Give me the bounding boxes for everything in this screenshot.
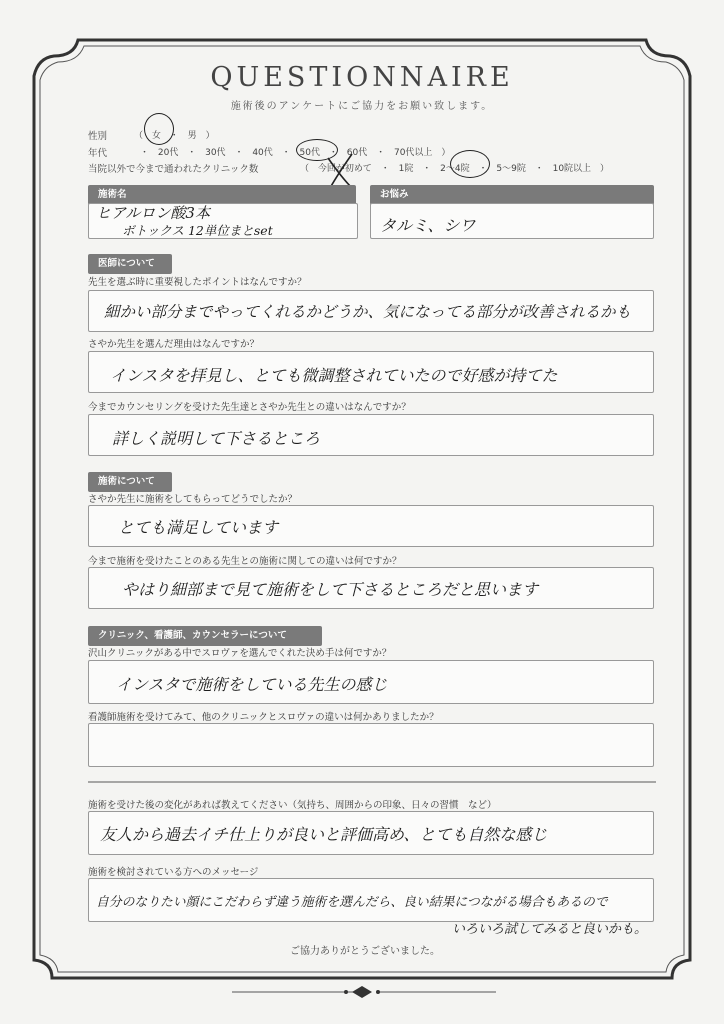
doctor-question-3: 今までカウンセリングを受けた先生達とさやか先生との違いはなんですか？ [88,402,411,413]
gender-option: （ [134,131,144,141]
treatment-name-header: 施術名 [88,185,356,205]
clinic-option-10-plus[interactable]: 10院以上 [552,164,592,174]
clinic-question-2: 看護師施術を受けてみて、他のクリニックとスロヴァの違いは何かありましたか？ [88,712,439,723]
doctor-answer-1: 細かい部分までやってくれるかどうか、気になってる部分が改善されるかも [104,303,632,321]
procedure-answer-1: とても満足しています [118,518,279,537]
clinic-section-header: クリニック、看護師、カウンセラーについて [88,626,322,646]
procedure-question-2: 今まで施術を受けたことのある先生との施術に関しての違いは何ですか？ [88,556,402,567]
doctor-answer-3: 詳しく説明して下さるところ [112,429,321,448]
clinic-count-label: 当院以外で今まで通われたクリニック数 [88,164,259,175]
after-answer-2-line1: 自分のなりたい顔にこだわらず違う施術を選んだら、良い結果につながる場合もあるので [96,895,608,910]
procedure-answer-2: やはり細部まで見て施術をして下さるところだと思います [122,580,539,599]
procedure-question-1: さやか先生に施術をしてもらってどうでしたか？ [88,494,298,505]
clinic-option-sep: ・ [534,164,544,174]
treatment-name-line2: ボトックス 12単位まとset [122,223,273,238]
gender-option-sep: ・ [169,131,179,141]
clinic-option-2-4[interactable]: 2〜4院 [440,164,470,174]
clinic-option-1[interactable]: 1院 [398,164,414,174]
clinic-option-sep: ・ [380,164,390,174]
clinic-question-1: 沢山クリニックがある中でスロヴァを選んでくれた決め手は何ですか？ [88,648,392,659]
treatment-name-line1: ヒアルロン酸3本 [96,204,210,222]
clinic-option-first[interactable]: 今回が初めて [317,164,372,174]
after-question-1: 施術を受けた後の変化があれば教えてください（気持ち、周囲からの印象、日々の習慣 など） [88,800,497,811]
after-answer-1: 友人から過去イチ仕上りが良いと評価高め、とても自然な感じ [100,825,548,844]
age-option-70s-plus[interactable]: 70代以上 [393,148,433,158]
age-label: 年代 [88,148,108,159]
clinic-option-sep: ・ [478,164,488,174]
concern-header: お悩み [370,185,654,205]
selected-circle-mark [144,113,174,145]
clinic-answer-1: インスタで施術をしている先生の感じ [116,675,388,694]
age-option-sep: ・ [328,148,338,158]
age-option-60s[interactable]: 60代 [346,148,368,158]
clinic-option-sep: ・ [422,164,432,174]
age-option-sep: ・ [140,148,150,158]
gender-option: ） [205,131,215,141]
age-option-sep: ・ [281,148,291,158]
page-subtitle: 施術後のアンケートにご協力をお願い致します。 [230,101,494,112]
age-option-sep: ・ [376,148,386,158]
selected-circle-mark [450,150,490,178]
gender-option-female[interactable]: 女 [151,131,161,141]
age-option-40s[interactable]: 40代 [252,148,273,158]
doctor-section-header: 医師について [88,254,172,274]
age-option-20s[interactable]: 20代 [157,148,179,158]
thanks-message: ご協力ありがとうございました。 [290,946,440,957]
after-answer-2-line2: いろいろ試してみると良いかも。 [452,922,648,937]
procedure-section-header: 施術について [88,472,172,492]
clinic-option-sep: ） [599,164,609,174]
doctor-answer-2: インスタを拝見し、とても微調整されていたので好感が持てた [110,366,558,385]
clinic-answer-2-field[interactable] [88,723,654,767]
age-option-30s[interactable]: 30代 [205,148,226,158]
clinic-option-5-9[interactable]: 5〜9院 [496,164,526,174]
page-title: QUESTIONNAIRE [210,62,514,93]
gender-label: 性別 [88,131,108,142]
gender-option-male[interactable]: 男 [187,131,197,141]
doctor-question-2: さやか先生を選んだ理由はなんですか？ [88,339,260,350]
age-option-50s[interactable]: 50代 [299,148,320,158]
after-question-2: 施術を検討されている方へのメッセージ [88,867,259,878]
clinic-option-sep: （ [300,164,310,174]
age-option-sep: ・ [187,148,197,158]
doctor-question-1: 先生を選ぶ時に重要視したポイントはなんですか？ [88,277,307,288]
concern-value: タルミ、シワ [380,216,476,235]
age-option-sep: ） [441,148,451,158]
age-option-sep: ・ [234,148,244,158]
